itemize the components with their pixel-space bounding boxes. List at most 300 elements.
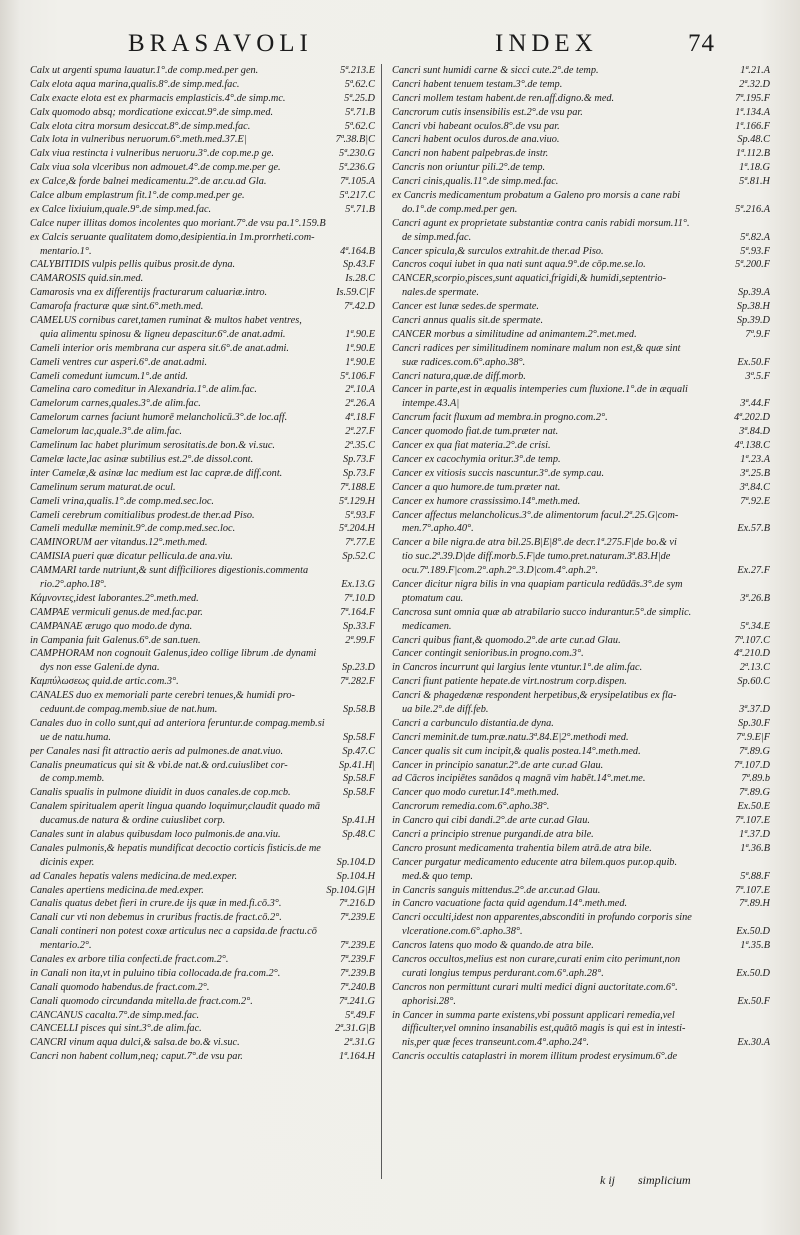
index-entry-reference: 5ª.25.D [344,92,375,104]
index-entry-text: CANCER morbus a similitudine ad animantem.2°.met.med. [392,328,637,340]
index-entry-text: Calx quomodo absq; mordicatione exiccat.9°.de simp.med. [30,106,274,118]
index-entry [392,967,770,981]
index-entry [392,786,770,800]
index-entry-reference: Sp.47.C [342,745,375,757]
index-entry-reference: Sp.104.H [336,870,375,882]
index-entry-text: CAMMARI tarde nutriunt,& sunt difficiliores digestionis.commenta [30,565,309,577]
index-entry-text: Cancris occultis cataplastri in morem illitum prodest erysimum.6°.de [392,1051,678,1063]
index-entry-reference: 7ª.38.B|C [335,134,375,146]
index-entry-text: CANCER,scorpio,pisces,sunt aquatici,frigidi,& humidi,septentrio- [392,273,667,285]
index-entry [30,453,375,467]
index-entry-text: Cancer ex cacochymia oritur.3°.de temp. [392,453,561,465]
index-entry-reference: 5ª.71.B [345,106,375,118]
index-entry [30,161,375,175]
index-entry-reference: 7ª.216.D [338,898,375,910]
index-entry [30,147,375,161]
index-entry [392,203,770,217]
index-entry [392,370,770,384]
index-entry [392,911,770,925]
index-entry-reference: 3ª.5.F [745,370,770,382]
index-entry-text: Cancri fiunt patiente hepate.de virt.nostrum corp.dispen. [392,676,627,688]
index-entry-text: Camelorum carnes,quales.3°.de alim.fac. [30,398,201,410]
index-entry [30,411,375,425]
index-entry-text: ad Cācros incipiētes sanādos q magnā vim habēt.14°.met.me. [392,773,646,785]
index-entry [30,439,375,453]
index-entry [392,411,770,425]
index-entry [392,981,770,995]
index-entry-reference: 3ª.37.D [739,703,770,715]
index-entry-reference: 1ª.166.F [735,120,770,132]
index-entry [392,606,770,620]
index-entry-text: Cancri a principio strenue purgandi.de atra bile. [392,828,594,840]
index-entry-text: Canalis quatus debet fieri in crure.de ijs quæ in med.fi.cō.3°. [30,898,282,910]
index-entry-reference: 5ª.34.E [740,620,770,632]
index-entry [30,175,375,189]
index-entry [392,522,770,536]
index-entry [392,175,770,189]
index-entry [392,481,770,495]
index-entry [30,425,375,439]
index-entry-text: Cancri non habent palpebras.de instr. [392,148,549,160]
index-entry-text: Calx ut argenti spuma lauatur.1°.de comp.med.per gen. [30,65,259,76]
index-entry-text: Calce album emplastrum fit.1°.de comp.med.per ge. [30,190,245,202]
index-entry [30,356,375,370]
index-entry-reference: 7ª.107.E [735,815,770,827]
index-entry [392,1009,770,1023]
index-entry-text: Cancros coqui iubet in qua nati sunt aqua.9°.de cōp.me.se.lo. [392,259,646,271]
index-entry [30,481,375,495]
index-entry [30,981,375,995]
page-footer [600,1173,691,1188]
index-entry-reference: Sp.41.H [341,815,375,827]
index-entry [30,786,375,800]
index-entry [392,675,770,689]
index-entry-text: ex Cancris medicamentum probatum a Galeno pro morsis a cane rabi [392,190,681,202]
index-entry-text: in Cancro qui cibi dandi.2°.de arte cur.ad Glau. [392,815,590,827]
index-entry-reference: 3ª.25.B [740,467,770,479]
index-entry-text: Καμπύλωσεως quid.de artic.com.3°. [30,676,179,688]
index-entry-text: Cancri cinis,qualis.11°.de simp.med.fac. [392,176,559,188]
index-entry-text: in Canali non ita,vt in puluino tibia collocada.de fra.com.2°. [30,967,281,979]
index-entry-reference: 7ª.282.F [340,676,375,688]
index-entry-reference: 3ª.84.C [739,481,770,493]
index-entry-text: Cancri vbi habeant oculos.8°.de vsu par. [392,120,560,132]
index-entry-text: ue de natu.huma. [40,731,111,743]
index-entry [30,689,375,703]
index-entry [30,675,375,689]
index-entry-text: Calx lota in vulneribus neruorum.6°.meth.med.37.E| [30,134,247,146]
index-entry [30,370,375,384]
index-entry [392,814,770,828]
index-entry-text: Cancer quo modo curetur.14°.meth.med. [392,787,560,799]
index-entry [392,231,770,245]
index-entry-reference: Sp.39.A [737,287,770,299]
index-entry [392,383,770,397]
index-entry [30,800,375,814]
index-entry-reference: 1ª.37.D [739,828,770,840]
index-entry-text: Camelæ lacte,lac asinæ subtilius est.2°.de dissol.cont. [30,453,254,465]
index-entry [392,397,770,411]
index-entry [392,536,770,550]
index-entry-text: CANALES duo ex memoriali parte cerebri tenues,& humidi pro- [30,690,295,702]
index-entry [30,467,375,481]
index-entry-reference: 5ª.200.F [735,259,770,271]
index-entry [30,495,375,509]
index-entry-reference: Ex.50.D [736,926,770,938]
index-entry-text: Cancer affectus melancholicus.3°.de alimentorum facul.2ª.25.G|com- [392,509,679,521]
index-entry-text: do.1°.de comp.med.per gen. [402,203,518,215]
index-entry-reference: 7ª.188.E [340,481,375,493]
index-entry-text: ducamus.de natura & ordine cuiuslibet corp. [40,815,226,827]
index-entry [392,925,770,939]
index-entry-reference: 1ª.164.H [338,1051,375,1063]
index-entry [392,703,770,717]
index-entry [30,772,375,786]
index-entry [392,634,770,648]
index-entry [30,953,375,967]
index-entry [392,92,770,106]
index-entry [392,120,770,134]
index-entry-text: per Canales nasi fit attractio aeris ad pulmones.de anat.viuo. [30,745,284,757]
index-entry-reference: Sp.39.D [736,315,770,327]
index-entry-text: ocu.7ª.189.F|com.2°.aph.2°.3.D|com.4°.aph.2°. [402,565,598,577]
index-entry-reference: 4ª.210.D [733,648,770,660]
index-entry [30,759,375,773]
index-entry [30,647,375,661]
index-entry-text: ua bile.2°.de diff.feb. [402,703,489,715]
index-entry-reference: Sp.48.C [342,828,375,840]
index-entry-reference: 7ª.107.E [735,884,770,896]
index-entry-reference: Sp.52.C [342,551,375,563]
index-entry-reference: Sp.43.F [342,259,375,271]
index-entry-reference: 1ª.112.B [735,148,770,160]
index-entry-reference: 7ª.239.B [340,967,375,979]
index-entry-reference: Sp.73.F [342,467,375,479]
index-entry-reference: 4ª.202.D [733,412,770,424]
index-entry-reference: 7ª.77.E [345,537,375,549]
index-entry-reference: 5ª.230.G [338,148,375,160]
index-entry [392,258,770,272]
index-entry [392,133,770,147]
index-entry-reference: Sp.38.H [736,301,770,313]
index-entry [30,1050,375,1064]
index-entry-reference: 7ª.239.F [340,954,375,965]
index-entry [30,217,375,231]
index-entry-text: CAMPHORAM non cognouit Galenus,ideo collige librum .de dynami [30,648,317,660]
index-entry [392,286,770,300]
index-entry-text: Camelinum lac habet plurimum serositatis.de bon.& vi.suc. [30,440,276,452]
index-entry-reference: 2ª.31.G [344,1037,375,1049]
index-entry-text: Cameli medullæ meminit.9°.de comp.med.sec.loc. [30,523,236,535]
index-entry [392,106,770,120]
index-entry-text: Calx elota citra morsum desiccat.8°.de simp.med.fac. [30,120,251,132]
index-entry-reference: 7ª.42.D [344,301,375,313]
index-entry [30,606,375,620]
index-entry [30,1009,375,1023]
index-entry-text: in Campania fuit Galenus.6°.de san.tuen. [30,634,201,646]
index-entry [392,439,770,453]
index-entry-reference: 5ª.213.E [340,65,375,76]
index-entry-reference: 5ª.217.C [339,190,375,202]
index-entry-text: Cameli ventres cur asperi.6°.de anat.admi. [30,356,208,368]
index-entry [392,939,770,953]
index-entry-text: intempe.43.A| [402,398,460,410]
index-entry [392,884,770,898]
index-entry [30,64,375,78]
index-entry-text: Cancros latens quo modo & quando.de atra bile. [392,940,594,952]
index-entry-text: Cancri non habent collum,neq; caput.7°.de vsu par. [30,1051,243,1063]
index-entry [30,342,375,356]
index-entry [30,314,375,328]
index-entry [392,217,770,231]
index-entry-reference: 5ª.204.H [338,523,375,535]
index-entry-text: rio.2°.apho.18°. [40,578,107,590]
index-entry [30,897,375,911]
index-entry [30,592,375,606]
index-entry-reference: 7ª.239.E [340,940,375,952]
index-entry [30,383,375,397]
index-entry-text: Canales pulmonis,& hepatis mundificat decoctio corticis fisticis.de me [30,842,321,854]
index-entry [30,286,375,300]
index-entry-reference: Sp.23.D [341,662,375,674]
index-entry-text: Cancrorum remedia.com.6°.apho.38°. [392,801,550,813]
index-entry-reference: 7ª.107.C [734,634,770,646]
index-entry [392,328,770,342]
index-entry-text: Calx exacte elota est ex pharmacis emplasticis.4°.de simp.mc. [30,92,286,104]
index-entry-reference: 4ª.164.B [340,245,375,257]
index-entry-text: nis,per quæ feces transeunt.com.4°.apho.24°. [402,1037,589,1049]
index-entry-text: Camelorum lac,quale.3°.de alim.fac. [30,426,182,438]
index-entry-reference: 5ª.49.F [345,1009,375,1021]
index-entry-text: Calx elota aqua marina,qualis.8°.de simp.med.fac. [30,78,240,90]
index-entry-text: curati longius tempus perdurant.com.6°.aph.28°. [402,967,604,979]
index-entry-text: in Cancro vacuatione facta quid agendum.14°.meth.med. [392,898,628,910]
index-entry-reference: 5ª.62.C [344,78,375,90]
index-entry [30,814,375,828]
index-entry-reference: Sp.58.F [342,787,375,799]
index-entry-text: Cancer a bile nigra.de atra bil.25.B|E|8°.de decr.1ª.275.F|de bo.& vi [392,537,677,549]
index-entry [392,78,770,92]
index-entry-reference: Is.28.C [345,273,375,285]
index-entry-reference: 1ª.90.E [345,356,375,368]
header-title: INDEX [495,30,598,57]
index-entry [392,953,770,967]
index-entry-reference: 2ª.26.A [345,398,375,410]
index-entry [392,745,770,759]
index-entry [392,592,770,606]
index-entry-text: CAMPAE vermiculi genus.de med.fac.par. [30,606,203,618]
index-entry-text: Cancri habent tenuem testam.3°.de temp. [392,78,563,90]
index-entry-text: Cancer ex humore crassissimo.14°.meth.med. [392,495,581,507]
index-entry [30,189,375,203]
index-entry [30,92,375,106]
index-entry [392,800,770,814]
index-entry-reference: 7ª.9.E|F [736,731,770,743]
index-entry-reference: 7ª.105.A [340,176,375,188]
index-entry-reference: Sp.58.B [342,703,375,715]
index-entry-text: Cameli cerebrum comitialibus prodest.de ther.ad Piso. [30,509,255,521]
index-entry-text: Cancrum facit fluxum ad membra.in progno.com.2°. [392,412,608,424]
index-entry-text: Cameli interior oris membrana cur aspera sit.6°.de anat.admi. [30,342,289,354]
index-entry [392,147,770,161]
index-entry-text: Cancer qualis sit cum incipit,& qualis postea.14°.meth.med. [392,745,641,757]
index-entry-text: Cancri radices per similitudinem nominare malum non est,& quæ sint [392,342,681,354]
index-entry-text: CALYBITIDIS vulpis pellis quibus prosit.de dyna. [30,259,236,271]
index-entry [30,106,375,120]
index-entry-text: CANCANUS cacalta.7°.de simp.med.fac. [30,1009,200,1021]
index-entry-reference: 2ª.31.G|B [335,1023,375,1035]
index-entry [392,425,770,439]
index-entry-reference: 5ª.236.G [338,162,375,174]
index-entry-reference: 1ª.90.E [345,328,375,340]
index-entry-text: quia alimentu spinosu & ligneu depascitur.6°.de anat.admi. [40,328,286,340]
index-entry-reference: 2ª.13.C [739,662,770,674]
index-column-right [392,64,770,1179]
index-entry [392,1022,770,1036]
index-entry-text: de comp.memb. [40,773,105,785]
index-entry-text: Calx viua restincta i vulneribus neruoru.3°.de cop.me.p ge. [30,148,274,160]
index-entry-text: Calx viua sola vlceribus non admouet.4°.de comp.me.per ge. [30,162,281,174]
running-header [0,30,800,66]
index-entry-text: Canali contineri non potest coxæ articulus nec a capsida.de fractu.cō [30,926,317,938]
index-entry-text: suæ radices.com.6°.apho.38°. [402,356,526,368]
index-entry [30,620,375,634]
column-divider [381,64,382,1179]
index-entry-text: inter Camelæ,& asinæ lac medium est lac capræ.de diff.cont. [30,467,283,479]
index-entry-reference: 1ª.90.E [345,342,375,354]
index-entry-reference: 7ª.9.F [745,328,770,340]
index-entry-text: Canales ex arbore tilia confecti.de fract.com.2°. [30,954,229,965]
index-entry-text: CAMINORUM aer vitandus.12°.meth.med. [30,537,208,549]
index-entry-reference: Sp.60.C [737,676,770,688]
index-entry [30,231,375,245]
index-entry-reference: Is.59.C|F [336,287,375,299]
index-entry-text: med.& quo temp. [402,870,473,882]
index-entry [30,661,375,675]
index-entry [392,717,770,731]
index-entry-reference: Ex.27.F [737,565,770,577]
index-entry-text: medicamen. [402,620,452,632]
index-entry-reference: 2ª.35.C [344,440,375,452]
index-entry-reference: Sp.30.F [737,717,770,729]
index-entry-text: dys non esse Galeni.de dyna. [40,662,160,674]
index-entry [392,314,770,328]
index-entry-text: Canales apertiens medicina.de med.exper. [30,884,204,896]
index-entry-reference: 5ª.216.A [735,203,770,215]
index-entry-reference: Sp.33.F [342,620,375,632]
index-entry [392,189,770,203]
index-entry-text: Cancer purgatur medicamento educente atra bilem.quos pur.op.quib. [392,856,678,868]
index-entry-text: Cancer ex qua fiat materia.2°.de crisi. [392,440,551,452]
index-entry-reference: 5ª.93.F [740,245,770,257]
index-entry-text: Canales duo in collo sunt,qui ad anteriora feruntur.de compag.memb.si [30,717,325,729]
index-entry [30,78,375,92]
index-entry [392,731,770,745]
index-entry [392,1050,770,1064]
index-entry-text: Camarosis vna ex differentijs fracturarum caluariæ.intro. [30,287,268,299]
index-entry-text: Cancer quomodo fiat.de tum.præter nat. [392,426,559,438]
signature-mark: k ij [600,1173,615,1187]
page-number: 74 [688,30,715,57]
index-entry-text: Camelinum serum maturat.de ocul. [30,481,176,493]
index-entry-reference: 7ª.240.B [340,981,375,993]
index-entry [392,467,770,481]
index-entry [30,300,375,314]
index-entry-text: Canalis spualis in pulmone diuidit in duos canales.de cop.mcb. [30,787,291,799]
index-entry-reference: Ex.13.G [341,578,375,590]
index-entry-reference: 7ª.89.G [739,787,770,799]
header-author: BRASAVOLI [128,30,313,57]
index-entry-reference: 1ª.21.A [740,65,770,76]
index-entry-text: Cancri meminit.de tum.præ.natu.3ª.84.E|2°.methodi med. [392,731,629,743]
index-entry-reference: 5ª.82.A [740,231,770,243]
index-entry-text: Cancri natura,quæ.de diff.morb. [392,370,526,382]
index-entry-reference: 3ª.44.F [740,398,770,410]
index-entry [30,133,375,147]
index-entry-reference: Ex.50.D [736,967,770,979]
index-entry [392,64,770,78]
index-entry [30,1036,375,1050]
index-entry [392,161,770,175]
index-entry-reference: 5ª.106.F [340,370,375,382]
index-entry [30,884,375,898]
index-entry [392,647,770,661]
index-entry-text: vlceratione.com.6°.apho.38°. [402,926,523,938]
index-entry [392,564,770,578]
index-entry-text: nales.de spermate. [402,287,479,299]
index-entry-text: mentario.1°. [40,245,92,257]
index-entry-reference: 1ª.18.G [739,162,770,174]
index-entry-reference: Sp.58.F [342,773,375,785]
index-entry [30,745,375,759]
index-entry [392,995,770,1009]
index-entry [30,397,375,411]
index-entry [392,356,770,370]
index-entry-text: Cancri agunt ex proprietate substantiæ contra canis rabidi morsum.11°. [392,217,690,229]
index-entry-reference: Sp.104.D [336,856,375,868]
index-entry-reference: 5ª.93.F [345,509,375,521]
index-entry-text: Cancri mollem testam habent.de ren.aff.digno.& med. [392,92,615,104]
index-entry-text: Calce nuper illitas domos incolentes quo moriant.7°.de vsu pa.1°.159.B [30,217,326,229]
index-entry-text: Cancrosa sunt omnia quæ ab atrabilario succo indurantur.5°.de simplic. [392,606,692,618]
catchword: simplicium [638,1173,691,1187]
index-entry-reference: Ex.50.E [737,801,770,813]
index-entry [392,509,770,523]
index-entry [392,620,770,634]
index-entry [30,842,375,856]
index-entry-text: Cancri a carbunculo distantia.de dyna. [392,717,554,729]
index-entry-text: Cancer spicula,& surculos extrahit.de ther.ad Piso. [392,245,604,257]
index-entry [392,272,770,286]
index-entry-reference: 2ª.32.D [739,78,770,90]
index-entry-reference: 4ª.138.C [734,440,770,452]
index-entry-reference: 7ª.89.G [739,745,770,757]
index-entry-text: difficulter,vel omnino insanabilis est,quātō magis is qui est in intesti- [402,1023,686,1035]
index-entry-reference: 7ª.89.H [739,898,770,910]
index-entry-reference: 7ª.241.G [338,995,375,1007]
index-entry-reference: 5ª.88.F [740,870,770,882]
index-entry-text: CANCRI vinum aqua dulci,& salsa.de bo.& vi.suc. [30,1037,240,1049]
index-entry-text: Cancri & phagedænæ respondent herpetibus,& erysipelatibus ex fla- [392,690,677,702]
index-entry-text: Canali quomodo habendus.de fract.com.2°. [30,981,210,993]
index-entry-reference: 7ª.92.E [740,495,770,507]
index-entry [30,995,375,1009]
index-entry-text: Cancri annus qualis sit.de spermate. [392,315,544,327]
index-entry-reference: Sp.104.G|H [326,884,375,896]
index-entry-text: in Cancros incurrunt qui largius lente vtuntur.1°.de alim.fac. [392,662,643,674]
index-entry-reference: Sp.41.H| [338,759,375,771]
index-entry-reference: 7ª.107.D [733,759,770,771]
